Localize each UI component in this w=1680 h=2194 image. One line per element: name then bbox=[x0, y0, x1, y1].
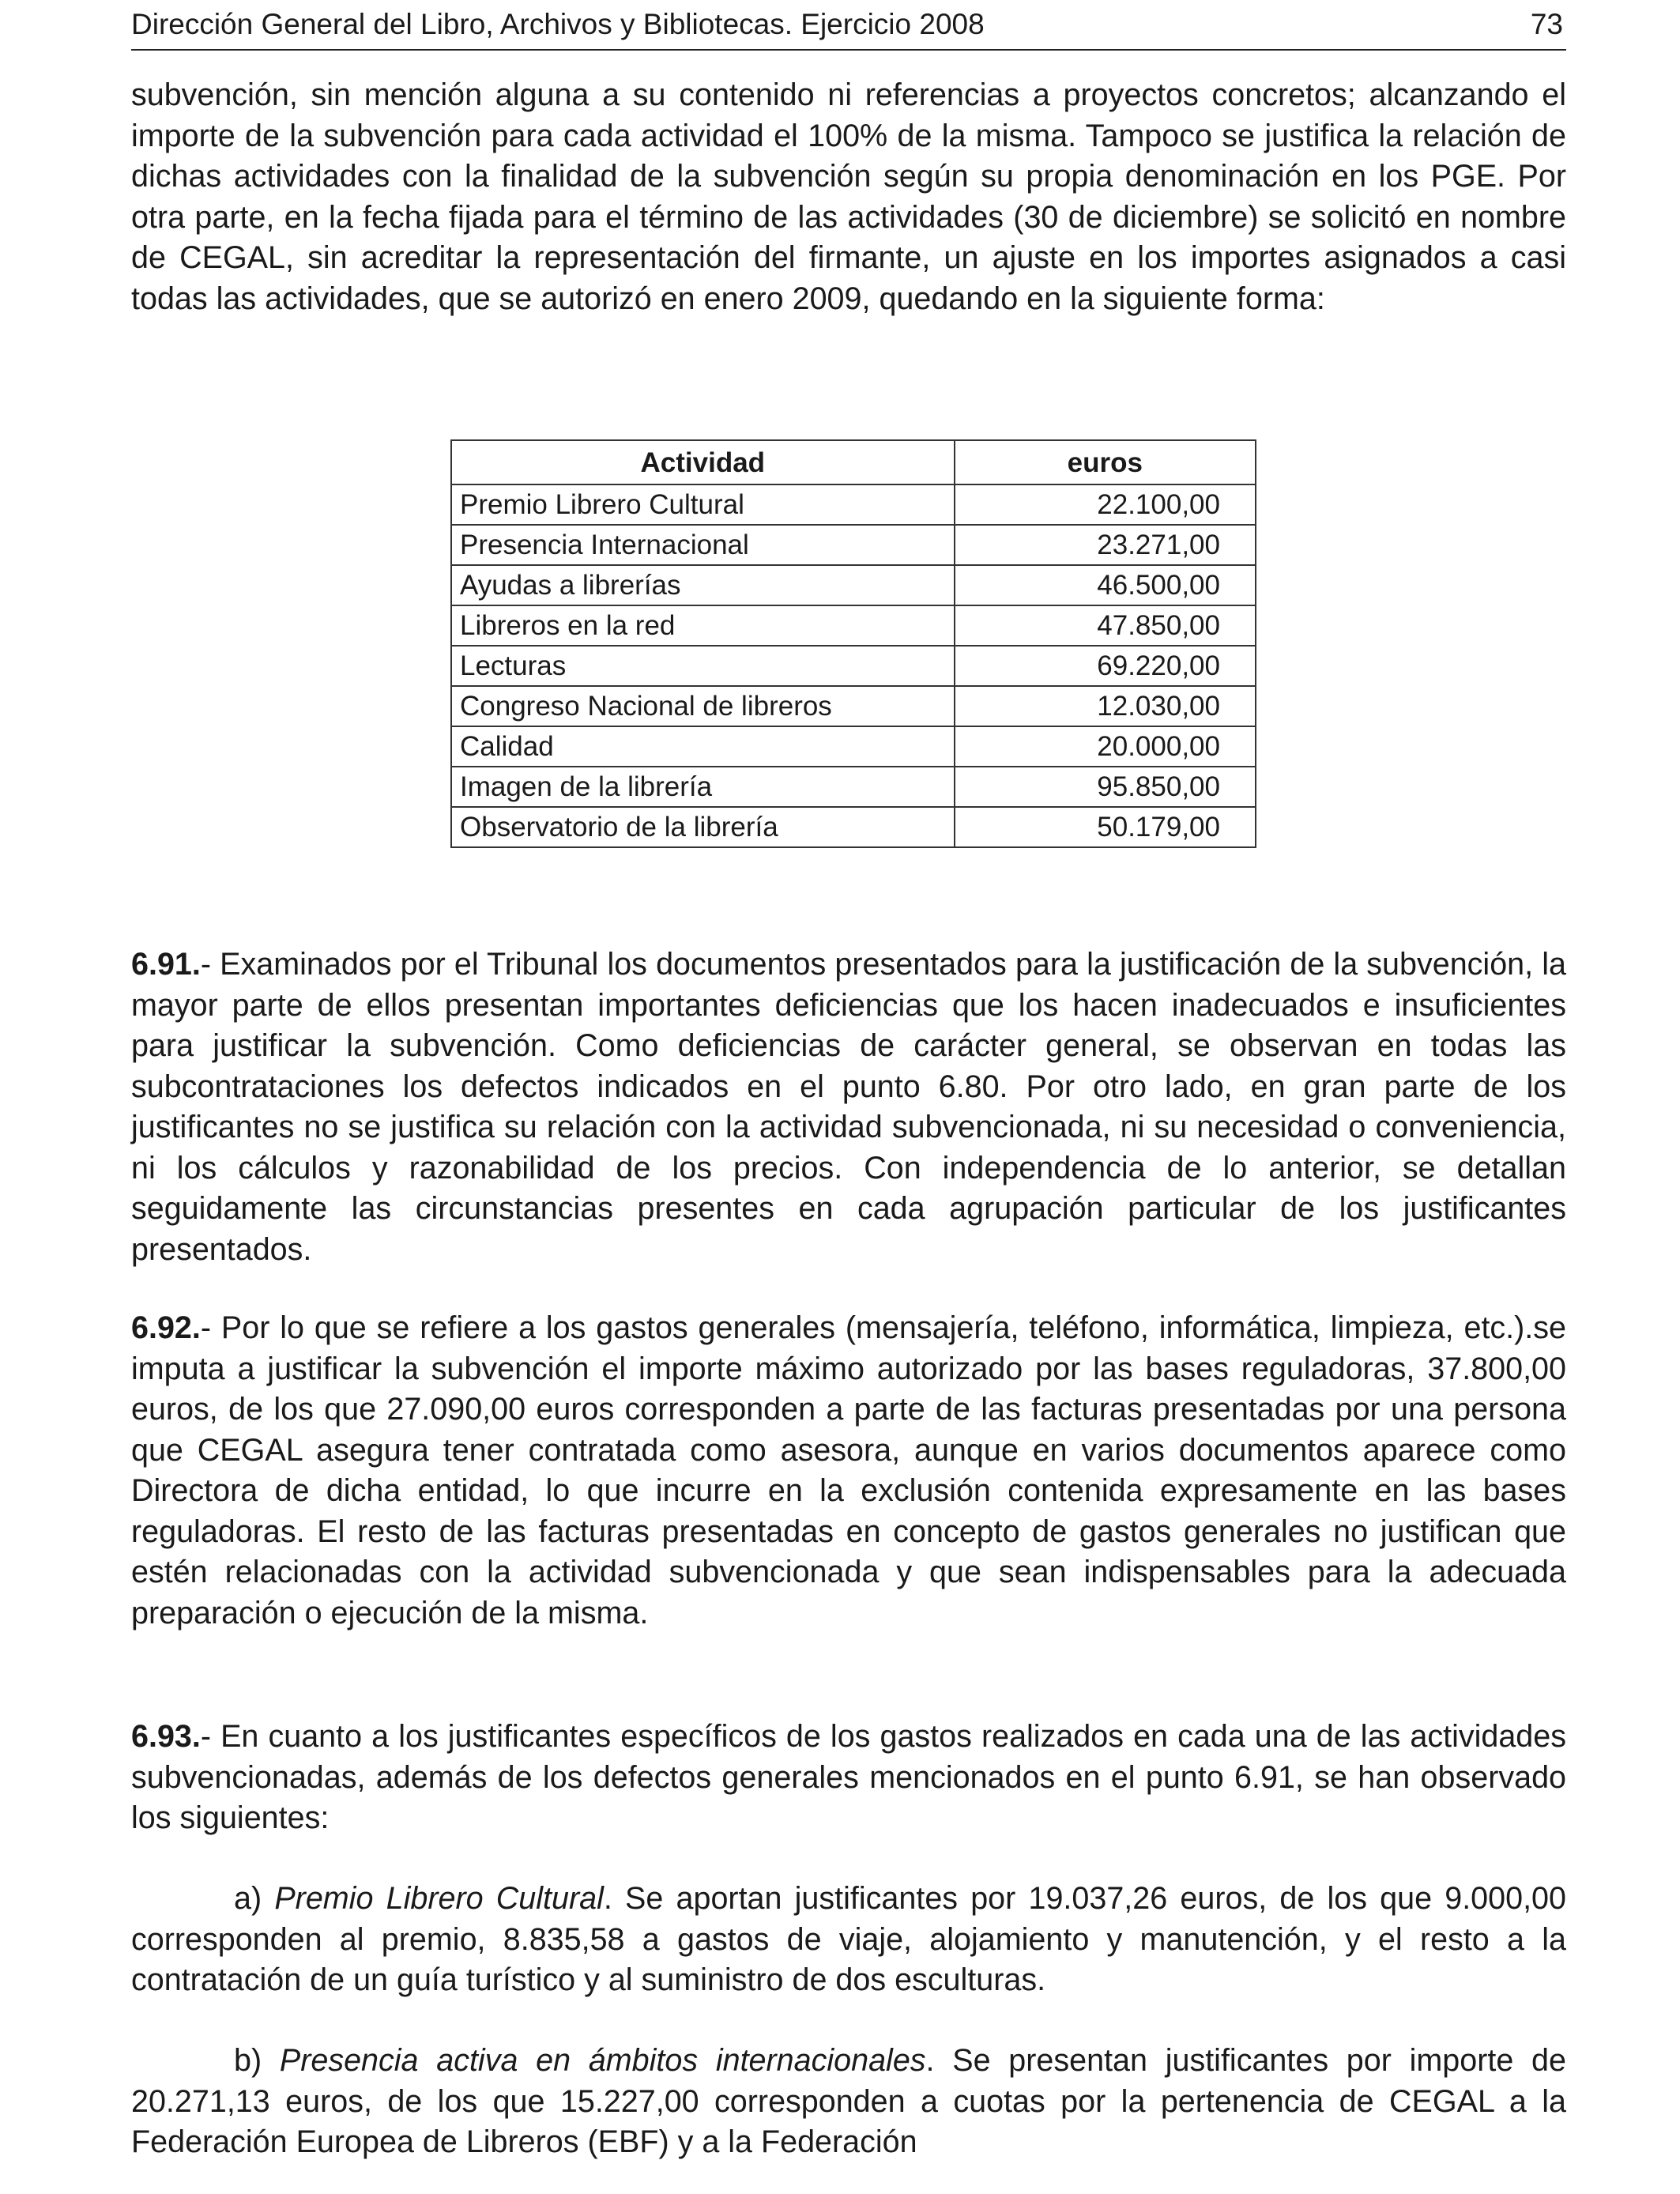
amount-cell: 69.220,00 bbox=[955, 646, 1256, 686]
amount-cell: 12.030,00 bbox=[955, 686, 1256, 726]
table-row bbox=[451, 646, 1256, 686]
activity-cell: Calidad bbox=[451, 726, 955, 767]
item-marker: a) bbox=[234, 1881, 275, 1916]
amount-cell: 22.100,00 bbox=[955, 484, 1256, 525]
item-title: Presencia activa en ámbitos internacionales bbox=[279, 2043, 926, 2078]
section-text: - Por lo que se refiere a los gastos generales (mensajería, teléfono, informática, limpieza, etc.).se imputa a justificar la subvención el importe máximo autorizado por las bases reguladoras, 37.800,00 euros, de los que 27.090,00 euros corresponden a parte de las facturas presentadas por una persona que CEGAL asegura tener contratada como asesora, aunque en varios documentos aparece como Directora de dicha entidad, lo que incurre en la exclusión contenida expresamente en las bases reguladoras. El resto de las facturas presentadas en concepto de gastos generales no justifican que estén relacionadas con la actividad subvencionada y que sean indispensables para la adecuada preparación o ejecución de la misma. bbox=[131, 1310, 1566, 1630]
section-text: - En cuanto a los justificantes específicos de los gastos realizados en cada una de las actividades subvencionadas, además de los defectos generales mencionados en el punto 6.91, se han observado los siguientes: bbox=[131, 1719, 1566, 1835]
activity-cell: Premio Librero Cultural bbox=[451, 484, 955, 525]
item-marker: b) bbox=[234, 2043, 280, 2078]
page-number: 73 bbox=[1530, 8, 1563, 40]
table-row bbox=[451, 767, 1256, 807]
item-text: . Se aportan justificantes por 19.037,26 euros, de los que 9.000,00 corresponden al premio, 8.835,58 a gastos de viaje, alojamiento y manutención, y el resto a la contratación de un guía turístico y al suministro de dos esculturas. bbox=[131, 1881, 1566, 1997]
item-text: . Se presentan justificantes por importe de 20.271,13 euros, de los que 15.227,00 corresponden a cuotas por la pertenencia de CEGAL a la Federación Europea de Libreros (EBF) y a la Federación bbox=[131, 2043, 1566, 2159]
activities-table bbox=[450, 439, 1256, 848]
activity-cell: Presencia Internacional bbox=[451, 525, 955, 565]
section-6-91 bbox=[131, 944, 1566, 1270]
table-row bbox=[451, 565, 1256, 605]
section-number: 6.93. bbox=[131, 1719, 201, 1754]
item-title: Premio Librero Cultural bbox=[274, 1881, 604, 1916]
item-a bbox=[131, 1879, 1566, 2001]
activity-cell: Observatorio de la librería bbox=[451, 807, 955, 847]
amount-cell: 20.000,00 bbox=[955, 726, 1256, 767]
table-row bbox=[451, 807, 1256, 847]
activity-cell: Lecturas bbox=[451, 646, 955, 686]
table-row bbox=[451, 484, 1256, 525]
section-number: 6.92. bbox=[131, 1310, 201, 1345]
activity-cell: Imagen de la librería bbox=[451, 767, 955, 807]
page-header bbox=[131, 6, 1566, 51]
amount-cell: 95.850,00 bbox=[955, 767, 1256, 807]
table-row bbox=[451, 525, 1256, 565]
table-header-row bbox=[451, 440, 1256, 484]
header-title: Dirección General del Libro, Archivos y Bibliotecas. Ejercicio 2008 bbox=[131, 8, 985, 40]
amount-cell: 50.179,00 bbox=[955, 807, 1256, 847]
intro-paragraph: subvención, sin mención alguna a su contenido ni referencias a proyectos concretos; alcanzando el importe de la subvención para cada actividad el 100% de la misma. Tampoco se justifica la relación de dichas actividades con la finalidad de la subvención según su propia denominación en los PGE. Por otra parte, en la fecha fijada para el término de las actividades (30 de diciembre) se solicitó en nombre de CEGAL, sin acreditar la representación del firmante, un ajuste en los importes asignados a casi todas las actividades, que se autorizó en enero 2009, quedando en la siguiente forma: bbox=[131, 77, 1566, 316]
column-header-euros: euros bbox=[955, 440, 1256, 484]
amount-cell: 23.271,00 bbox=[955, 525, 1256, 565]
table-row bbox=[451, 686, 1256, 726]
amount-cell: 46.500,00 bbox=[955, 565, 1256, 605]
table-row bbox=[451, 605, 1256, 646]
activity-cell: Libreros en la red bbox=[451, 605, 955, 646]
section-6-92 bbox=[131, 1308, 1566, 1634]
column-header-activity: Actividad bbox=[451, 440, 955, 484]
activity-cell: Congreso Nacional de libreros bbox=[451, 686, 955, 726]
section-text: - Examinados por el Tribunal los documentos presentados para la justificación de la subvención, la mayor parte de ellos presentan importantes deficiencias que los hacen inadecuados e insuficientes para justificar la subvención. Como deficiencias de carácter general, se observan en todas las subcontrataciones los defectos indicados en el punto 6.80. Por otro lado, en gran parte de los justificantes no se justifica su relación con la actividad subvencionada, ni su necesidad o conveniencia, ni los cálculos y razonabilidad de los precios. Con independencia de lo anterior, se detallan seguidamente las circunstancias presentes en cada agrupación particular de los justificantes presentados. bbox=[131, 947, 1566, 1267]
section-number: 6.91. bbox=[131, 947, 201, 982]
table-row bbox=[451, 726, 1256, 767]
activity-cell: Ayudas a librerías bbox=[451, 565, 955, 605]
item-b bbox=[131, 2041, 1566, 2163]
amount-cell: 47.850,00 bbox=[955, 605, 1256, 646]
section-6-93 bbox=[131, 1717, 1566, 1839]
